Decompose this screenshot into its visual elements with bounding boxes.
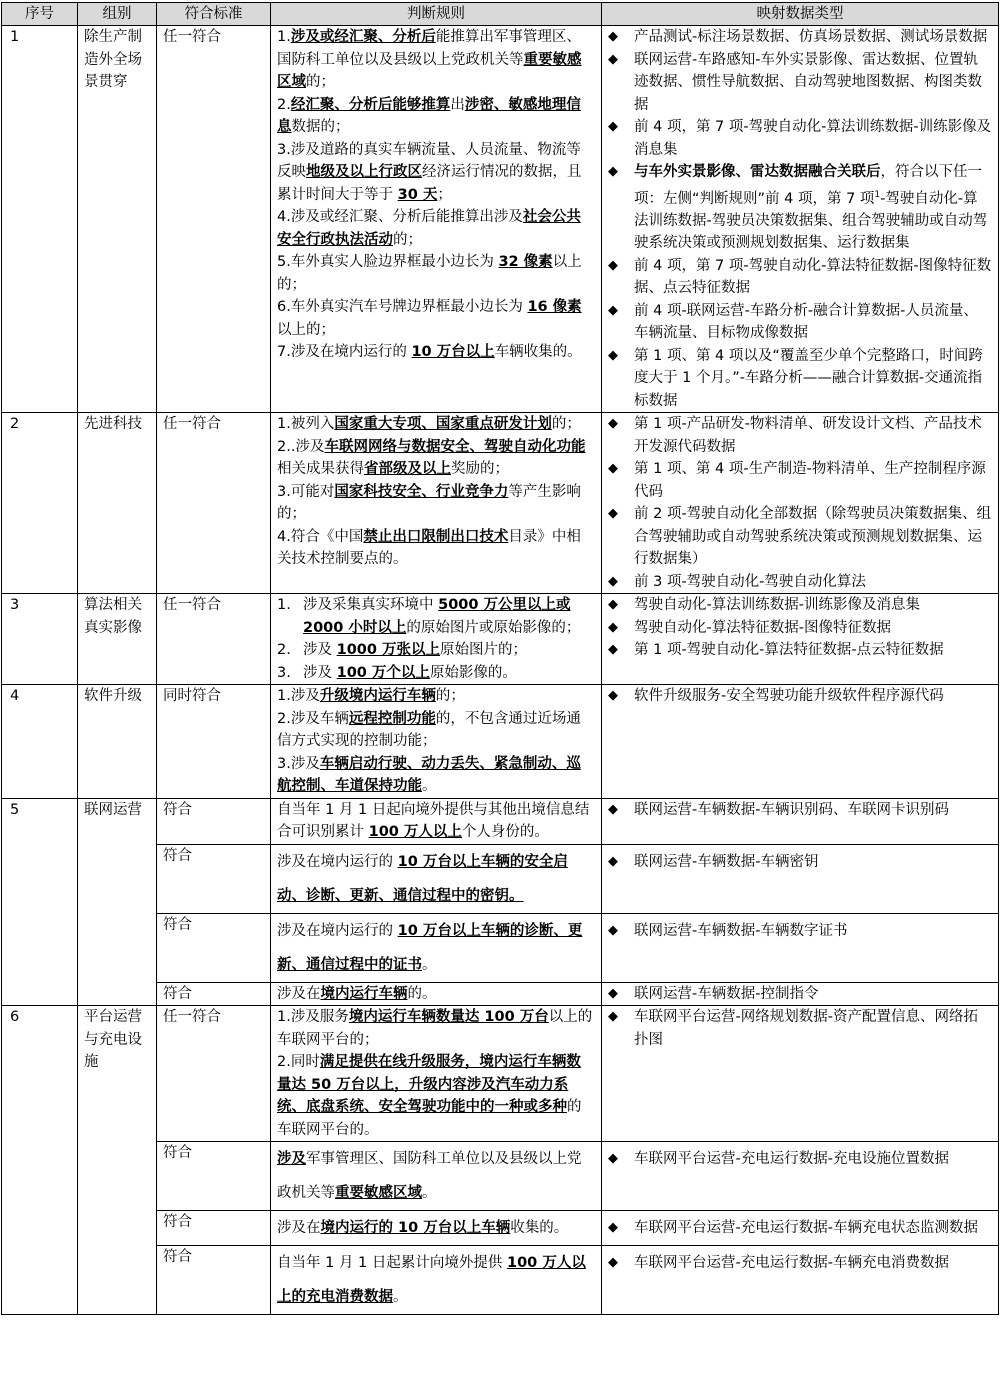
text-segment: 1000 万张以上: [336, 642, 441, 659]
text-segment: 升级境内运行车辆: [319, 688, 436, 705]
row-number: 2: [2, 413, 78, 594]
text-segment: 的，不包含通过近场通信方式实现的控制功能；: [277, 710, 581, 750]
text-segment: 10 万台以上车辆的安全启动、诊断、更新、通信过程中的密钥。: [277, 853, 568, 904]
diamond-bullet-icon: ◆: [608, 51, 618, 67]
mapping-item: [608, 594, 992, 617]
mapping-text: 车联网平台运营-充电运行数据-车辆充电消费数据: [634, 1255, 949, 1272]
rule-number: 2.: [277, 642, 291, 659]
text-segment: 涉及在境内运行的: [277, 922, 398, 939]
text-segment: 2.同时: [277, 1054, 320, 1071]
row-standard: 符合: [157, 1211, 271, 1246]
header-group: 组别: [78, 3, 157, 26]
diamond-bullet-icon: ◆: [608, 688, 618, 704]
rule-item: [277, 708, 595, 753]
text-segment: 驾驶自动化-算法特征数据-图像特征数据: [634, 619, 891, 636]
row-standard: 符合: [157, 1142, 271, 1211]
text-segment: 。: [393, 1289, 408, 1306]
row-number: 3: [2, 594, 78, 685]
diamond-bullet-icon: ◆: [608, 257, 618, 273]
row-number: 6: [2, 1006, 78, 1315]
mapping-text: 联网运营-车辆数据-车辆数字证书: [634, 922, 848, 939]
data-classification-table: [1, 2, 999, 1315]
diamond-bullet-icon: ◆: [608, 164, 618, 179]
text-segment: 的；: [393, 231, 422, 248]
row-standard: 符合: [157, 913, 271, 982]
text-segment: 境内运行车辆数量达 100 万台: [348, 1009, 549, 1026]
row-rules: [271, 844, 602, 913]
rule-item: [277, 845, 595, 913]
rule-item: [277, 436, 595, 481]
text-segment: 的；: [306, 74, 335, 90]
rule-item: [277, 251, 595, 296]
text-segment: ；: [437, 186, 452, 203]
text-segment: 涉密、敏感地理信息: [277, 96, 581, 135]
rule-item: [277, 341, 595, 364]
text-segment: 自当年 1 月 1 日起向境外提供与其他出境信息结合可识别累计: [277, 801, 590, 841]
table-row: [2, 1006, 999, 1142]
mapping-item: [608, 413, 992, 458]
text-segment: 30 天: [397, 186, 438, 203]
text-segment: 1.: [277, 29, 291, 45]
diamond-bullet-icon: ◆: [608, 985, 618, 1001]
row-mapping: [602, 798, 999, 844]
text-segment: 满足提供在线升级服务，境内运行车辆数量达 50 万台以上，升级内容涉及汽车动力系统、底盘系统、安全驾驶功能中的一种或多种: [277, 1054, 581, 1116]
diamond-bullet-icon: ◆: [608, 347, 618, 363]
mapping-item: [608, 639, 992, 662]
text-segment: 产品测试-标注场景数据、仿真场景数据、测试场景数据: [634, 29, 988, 45]
row-standard: 符合: [157, 982, 271, 1006]
rule-item: [277, 685, 595, 708]
text-segment: 。: [422, 1185, 437, 1202]
row-standard: 任一符合: [157, 1006, 271, 1142]
mapping-item: [608, 49, 992, 117]
header-rules: 判断规则: [271, 3, 602, 26]
mapping-item: [608, 799, 992, 822]
row-rules: [271, 913, 602, 982]
mapping-item: [608, 1006, 992, 1051]
text-segment: 的车联网平台的。: [277, 1099, 582, 1138]
text-segment: 第 1 项-驾驶自动化-算法特征数据-点云特征数据: [634, 642, 944, 659]
text-segment: 32 像素: [498, 254, 553, 270]
table-row: [2, 798, 999, 844]
text-segment: 100 万个以上: [336, 664, 430, 681]
row-standard: 同时符合: [157, 685, 271, 799]
text-segment: 等产生影响的；: [277, 483, 581, 523]
rule-item: [277, 1142, 595, 1210]
rule-number: 1.: [277, 597, 291, 614]
text-segment: 原始图片的；: [440, 642, 528, 659]
text-segment: 重要敏感区域: [277, 51, 582, 90]
text-segment: 重要敏感区域: [335, 1185, 422, 1202]
diamond-bullet-icon: ◆: [608, 506, 618, 522]
text-segment: 的；: [435, 688, 465, 705]
text-segment: 3.涉及: [277, 755, 320, 772]
diamond-bullet-icon: ◆: [608, 642, 618, 658]
text-segment: 国家科技安全、行业竞争力: [334, 483, 509, 500]
text-segment: 4.符合《中国: [277, 528, 364, 545]
row-rules: [271, 1246, 602, 1315]
diamond-bullet-icon: ◆: [608, 801, 618, 817]
text-segment: 7.涉及在境内运行的: [277, 344, 412, 360]
text-segment: 涉及在境内运行的: [277, 853, 398, 870]
mapping-item: [608, 116, 992, 161]
rule-item: [277, 914, 595, 982]
text-segment: 涉及在: [277, 1220, 321, 1237]
row-mapping: [602, 982, 999, 1006]
text-segment: 境内运行的 10 万台以上车辆: [320, 1220, 511, 1237]
header-row: [2, 3, 999, 26]
diamond-bullet-icon: ◆: [608, 119, 618, 134]
rule-item: [277, 983, 595, 1006]
table-row: [2, 413, 999, 594]
table-row: [2, 594, 999, 685]
text-segment: 。: [422, 956, 437, 973]
text-segment: 国家重大专项、国家重点研发计划: [334, 416, 552, 433]
text-segment: 相关成果获得: [277, 461, 364, 478]
table-row: [2, 685, 999, 799]
row-mapping: [602, 26, 999, 413]
diamond-bullet-icon: ◆: [608, 416, 618, 432]
text-segment: 第 1 项、第 4 项以及“覆盖至少单个完整路口，时间跨度大于 1 个月。”-车路分析——融合计算数据-交通流指标数据: [634, 347, 983, 409]
text-segment: 车辆收集的。: [494, 344, 582, 360]
row-standard: 符合: [157, 1246, 271, 1315]
text-segment: 地级及以上行政区: [306, 164, 422, 180]
mapping-item: [608, 571, 992, 594]
text-segment: 省部级及以上: [364, 461, 451, 478]
text-segment: 2.: [277, 96, 291, 113]
mapping-text: 联网运营-车辆数据-控制指令: [634, 985, 819, 1002]
rule-item: [277, 1211, 595, 1245]
row-number: 4: [2, 685, 78, 799]
text-segment: 涉及或经汇聚、分析后: [290, 29, 436, 45]
rule-item: [277, 139, 595, 207]
text-segment: 前 3 项-驾驶自动化-驾驶自动化算法: [634, 573, 866, 590]
mapping-text: 联网运营-车辆数据-车辆密钥: [634, 853, 819, 870]
diamond-bullet-icon: ◆: [608, 461, 618, 477]
header-mapping: 映射数据类型: [602, 3, 999, 26]
rule-item: [277, 1246, 595, 1314]
text-segment: 100 万人以上: [368, 824, 462, 841]
text-segment: 16 像素: [527, 299, 582, 315]
row-mapping: [602, 1142, 999, 1211]
text-segment: 软件升级服务-安全驾驶功能升级软件程序源代码: [634, 688, 944, 705]
text-segment: 收集的。: [510, 1220, 569, 1237]
row-rules: [271, 413, 602, 594]
rule-item: [277, 94, 595, 139]
text-segment: 涉及: [303, 664, 337, 681]
text-segment: 军事管理区、国防科工单位以及县级以上党政机关等: [277, 1151, 582, 1202]
row-group: 平台运营与充电设施: [78, 1006, 157, 1315]
text-segment: 社会公共安全行政执法活动: [277, 209, 581, 248]
mapping-item: [608, 26, 992, 49]
text-segment: 个人身份的。: [461, 824, 549, 841]
text-segment: 的原始图片或原始影像的；: [406, 619, 581, 636]
row-number: 5: [2, 798, 78, 1006]
mapping-item: [608, 617, 992, 640]
rule-item: [277, 296, 595, 341]
diamond-bullet-icon: ◆: [608, 1009, 618, 1025]
row-rules: [271, 1006, 602, 1142]
rule-number: 3.: [277, 664, 291, 681]
row-group: 联网运营: [78, 798, 157, 1006]
text-segment: 5000 万公里以上或2000 小时以上: [303, 597, 571, 636]
text-segment: 涉及: [303, 642, 337, 659]
row-group: 除生产制造外全场景贯穿: [78, 26, 157, 413]
mapping-item: [608, 161, 992, 255]
text-segment: 10 万台以上: [411, 344, 495, 360]
text-segment: 数据的；: [291, 119, 350, 135]
diamond-bullet-icon: ◆: [608, 619, 618, 635]
row-standard: 符合: [157, 798, 271, 844]
text-segment: 驾驶自动化-算法训练数据-训练影像及消息集: [634, 597, 920, 614]
text-segment: 以上的；: [277, 254, 582, 293]
text-segment: 的。: [407, 985, 437, 1002]
mapping-text: 车联网平台运营-网络规划数据-资产配置信息、网络拓扑图: [634, 1009, 978, 1048]
text-segment: 车联网网络与数据安全、驾驶自动化功能: [324, 438, 586, 455]
row-mapping: [602, 844, 999, 913]
text-segment: 2..涉及: [277, 438, 325, 455]
mapping-item: [608, 685, 992, 708]
text-segment: 联网运营-车路感知-车外实景影像、雷达数据、位置轨迹数据、惯性导航数据、自动驾驶地图数据、构图类数据: [634, 51, 982, 113]
row-mapping: [602, 1006, 999, 1142]
row-mapping: [602, 1246, 999, 1315]
mapping-item: [608, 1142, 992, 1176]
diamond-bullet-icon: ◆: [608, 29, 618, 44]
rule-item: [277, 753, 595, 798]
table-row: [2, 26, 999, 413]
mapping-text: 车联网平台运营-充电运行数据-车辆充电状态监测数据: [634, 1220, 978, 1237]
diamond-bullet-icon: ◆: [608, 853, 618, 869]
rule-item: [277, 413, 595, 436]
diamond-bullet-icon: ◆: [608, 573, 618, 589]
row-mapping: [602, 685, 999, 799]
text-segment: 100 万人以上的充电消费数据: [277, 1255, 586, 1306]
diamond-bullet-icon: ◆: [608, 1255, 618, 1271]
text-segment: 第 1 项-产品研发-物料清单、研发设计文档、产品技术开发源代码数据: [634, 416, 982, 455]
text-segment: 6.车外真实汽车号牌边界框最小边长为: [277, 299, 528, 315]
mapping-item: [608, 300, 992, 345]
text-segment: 能推算出军事管理区、国防科工单位以及县级以上党政机关等: [277, 29, 581, 68]
rule-item: [277, 799, 595, 844]
text-segment: 1.涉及: [277, 688, 320, 705]
row-rules: [271, 26, 602, 413]
text-segment: 与车外实景影像、雷达数据融合关联后: [634, 164, 881, 180]
mapping-item: [608, 503, 992, 571]
row-group: 软件升级: [78, 685, 157, 799]
text-segment: 以上的车联网平台的；: [277, 1009, 593, 1048]
mapping-text: 联网运营-车辆数据-车辆识别码、车联网卡识别码: [634, 801, 949, 818]
row-mapping: [602, 594, 999, 685]
rule-item: [277, 662, 595, 685]
row-rules: [271, 594, 602, 685]
footnote-mark: 1: [874, 189, 881, 200]
text-segment: 3.涉及道路的真实车辆流量、人员流量、物流等反映: [277, 141, 581, 180]
mapping-item: [608, 845, 992, 879]
row-mapping: [602, 1211, 999, 1246]
header-standard: 符合标准: [157, 3, 271, 26]
rule-item: [277, 639, 595, 662]
text-segment: 3.可能对: [277, 483, 335, 500]
diamond-bullet-icon: ◆: [608, 1220, 618, 1236]
mapping-item: [608, 983, 992, 1006]
text-segment: 境内运行车辆: [320, 985, 408, 1002]
text-segment: ，符合以下任一项：左侧“判断规则”前 4 项，第 7 项: [634, 164, 982, 207]
row-rules: [271, 1211, 602, 1246]
row-group: 算法相关真实影像: [78, 594, 157, 685]
rule-item: [277, 1051, 595, 1141]
text-segment: 以上的；: [277, 321, 335, 338]
text-segment: -驾驶自动化-算法训练数据-驾驶员决策数据集、组合驾驶辅助或自动驾驶系统决策或预测规划数据集、运行数据集: [634, 190, 988, 252]
row-rules: [271, 798, 602, 844]
text-segment: 目录》中相关技术控制要点的。: [277, 528, 581, 568]
row-number: 1: [2, 26, 78, 413]
row-rules: [271, 1142, 602, 1211]
row-standard: 任一符合: [157, 594, 271, 685]
diamond-bullet-icon: ◆: [608, 597, 618, 613]
diamond-bullet-icon: ◆: [608, 922, 618, 938]
text-segment: 远程控制功能: [348, 710, 436, 727]
text-segment: 经汇聚、分析后能够推算: [290, 96, 451, 113]
text-segment: 前 4 项，第 7 项-驾驶自动化-算法特征数据-图像特征数据、点云特征数据: [634, 257, 992, 297]
row-standard: 任一符合: [157, 413, 271, 594]
mapping-text: 车联网平台运营-充电运行数据-充电设施位置数据: [634, 1151, 949, 1168]
text-segment: 10 万台以上车辆的诊断、更新、通信过程中的证书: [277, 922, 583, 973]
mapping-item: [608, 914, 992, 948]
text-segment: 车辆启动行驶、动力丢失、紧急制动、巡航控制、车道保持功能: [277, 755, 581, 795]
text-segment: 1.涉及服务: [277, 1009, 349, 1026]
text-segment: 涉及在: [277, 985, 321, 1002]
text-segment: 自当年 1 月 1 日起累计向境外提供: [277, 1255, 507, 1272]
rule-item: [277, 1006, 595, 1051]
text-segment: 5.车外真实人脸边界框最小边长为: [277, 254, 499, 270]
row-mapping: [602, 913, 999, 982]
row-standard: 任一符合: [157, 26, 271, 413]
text-segment: 原始影像的。: [429, 664, 517, 681]
text-segment: 前 4 项-联网运营-车路分析-融合计算数据-人员流量、车辆流量、目标物成像数据: [634, 302, 978, 342]
mapping-item: [608, 1246, 992, 1280]
rule-item: [277, 526, 595, 571]
diamond-bullet-icon: ◆: [608, 1151, 618, 1167]
rule-item: [277, 481, 595, 526]
mapping-item: [608, 1211, 992, 1245]
rule-item: [277, 594, 595, 639]
text-segment: 的；: [551, 416, 581, 433]
text-segment: 2.涉及车辆: [277, 710, 349, 727]
text-segment: 。: [422, 778, 437, 795]
rule-item: [277, 206, 595, 251]
mapping-item: [608, 345, 992, 413]
text-segment: 奖励的；: [451, 461, 509, 478]
row-rules: [271, 685, 602, 799]
mapping-item: [608, 255, 992, 300]
mapping-item: [608, 458, 992, 503]
row-standard: 符合: [157, 844, 271, 913]
text-segment: 第 1 项、第 4 项-生产制造-物料清单、生产控制程序源代码: [634, 461, 986, 500]
text-segment: 前 2 项-驾驶自动化全部数据（除驾驶员决策数据集、组合驾驶辅助或自动驾驶系统决策或预测规划数据集、运行数据集）: [634, 506, 992, 568]
row-group: 先进科技: [78, 413, 157, 594]
text-segment: 4.涉及或经汇聚、分析后能推算出涉及: [277, 209, 523, 225]
row-rules: [271, 982, 602, 1006]
diamond-bullet-icon: ◆: [608, 302, 618, 318]
rule-item: [277, 26, 595, 94]
text-segment: 经济运行情况的数据，且累计时间大于等于: [277, 164, 582, 203]
text-segment: 禁止出口限制出口技术: [363, 528, 509, 545]
text-segment: 涉及采集真实环境中: [303, 597, 439, 614]
header-no: 序号: [2, 3, 78, 26]
text-segment: 前 4 项，第 7 项-驾驶自动化-算法训练数据-训练影像及消息集: [634, 119, 992, 158]
row-mapping: [602, 413, 999, 594]
text-segment: 出: [450, 96, 465, 113]
text-segment: 1.被列入: [277, 416, 335, 433]
text-segment: 涉及: [277, 1151, 306, 1168]
